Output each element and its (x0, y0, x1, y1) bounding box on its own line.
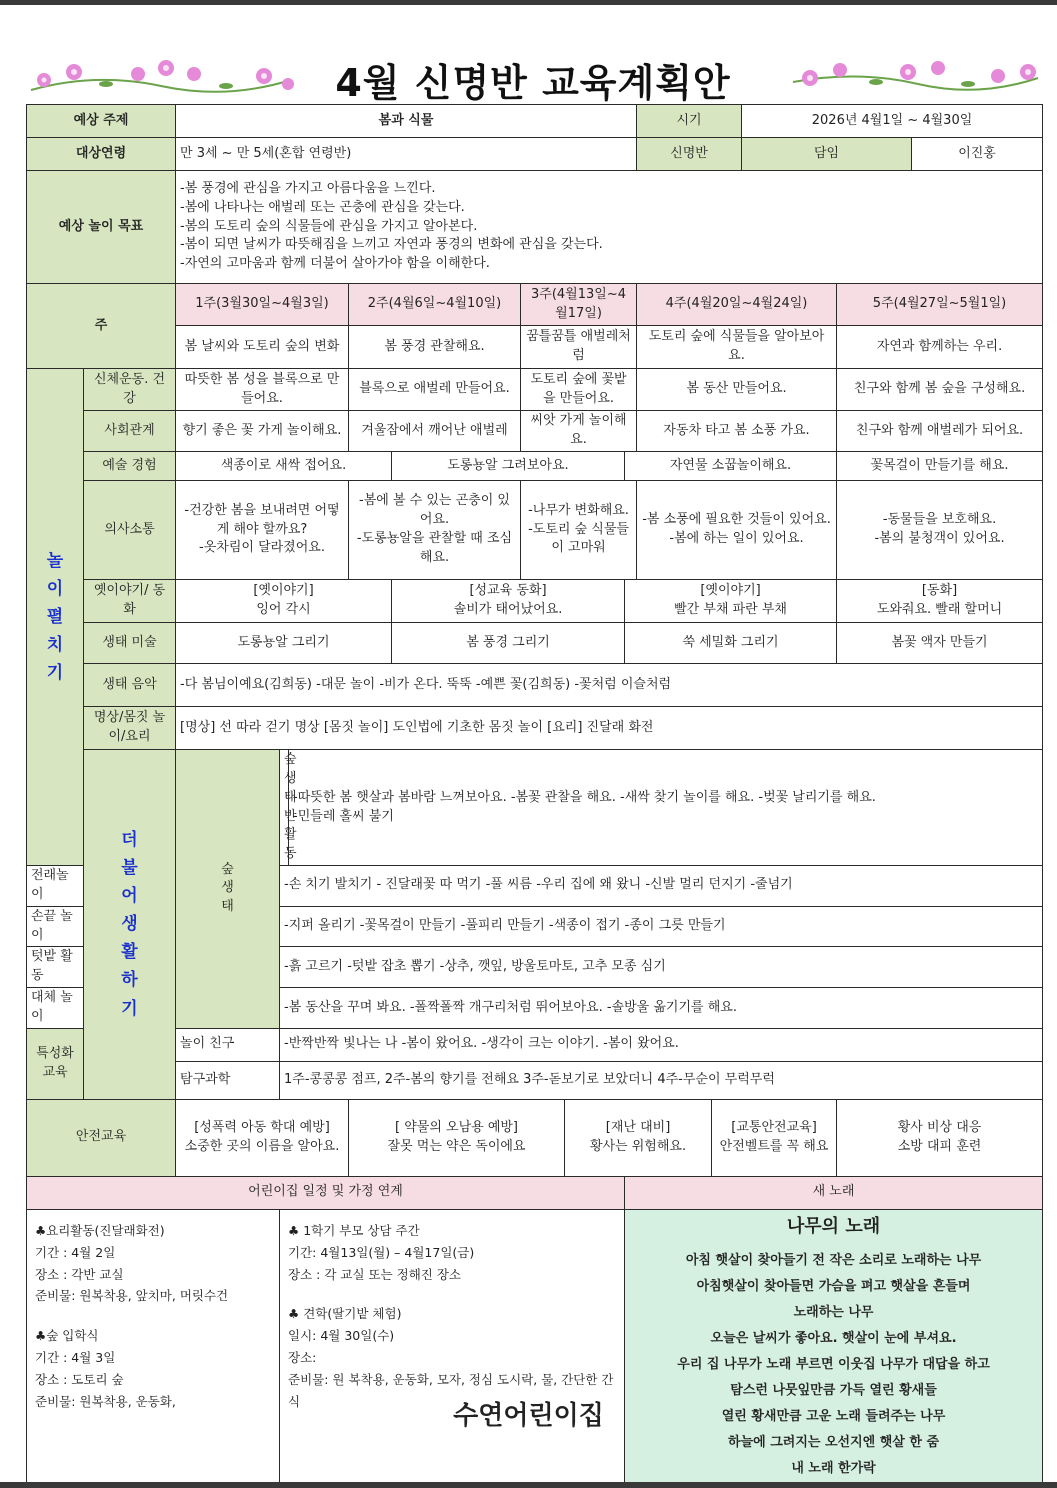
forest-activity-label: 전래놀이 (27, 866, 84, 907)
social-cell: 씨앗 가게 놀이해요. (521, 411, 637, 452)
safety-line: 소중한 곳의 이름을 알아요. (184, 1138, 340, 1154)
special-label: 특성화 교육 (27, 1028, 84, 1099)
forest-activity-text: -지퍼 올리기 -꽃목걸이 만들기 -풀피리 만들기 -색종이 접기 -종이 그릇 만들기 (280, 906, 1043, 947)
class-name: 신명반 (637, 138, 742, 171)
communication-line: -옷차림이 달라졌어요. (199, 540, 325, 556)
communication-cell (637, 481, 837, 580)
goal-item: -자연의 고마움과 함께 더불어 살아가야 함을 이해한다. (180, 256, 490, 272)
safety-line: 안전벨트를 꼭 해요 (719, 1138, 829, 1154)
header (26, 50, 1040, 106)
eco-art-label: 생태 미술 (84, 623, 176, 664)
song-line: 하늘에 그려지는 오선지엔 햇살 한 줌 (728, 1434, 940, 1450)
safety-cell (837, 1099, 1043, 1176)
physical-cell: 도토리 숲에 꽃밭을 만들어요. (521, 369, 637, 411)
eco-art-cell: 도롱뇽알 그리기 (176, 623, 392, 664)
song-line: 오늘은 날씨가 좋아요. 햇살이 눈에 부셔요. (710, 1330, 957, 1346)
song-header: 새 노래 (625, 1176, 1043, 1209)
together-section-label (84, 750, 176, 1100)
physical-cell: 친구와 함께 봄 숲을 구성해요. (837, 369, 1043, 411)
safety-cell (176, 1099, 349, 1176)
together-label-char: 어 (121, 886, 138, 907)
safety-line: [성폭력 아동 학대 예방] (194, 1119, 330, 1135)
forest-activity-line: -따뜻한 봄 햇살과 봄바람 느껴보아요. -봄꽃 관찰을 해요. -새싹 찾기 놀이를 해요. -벚꽃 날리기를 해요. (293, 789, 876, 805)
schedule-line: 장소 : 도토리 숲 (35, 1372, 124, 1388)
story-tag: [성교육 동화] (469, 583, 547, 599)
eco-art-cell: 쑥 세밀화 그리기 (625, 623, 837, 664)
safety-line: [ 약물의 오남용 예방] (395, 1119, 519, 1135)
top-border (0, 0, 1057, 5)
social-cell: 친구와 함께 애벌레가 되어요. (837, 411, 1043, 452)
physical-cell: 봄 동산 만들어요. (637, 369, 837, 411)
topic-value: 봄과 식물 (176, 105, 637, 138)
together-label-char: 활 (121, 942, 138, 963)
play-section-label (27, 369, 84, 866)
safety-label: 안전교육 (27, 1099, 176, 1176)
art-label: 예술 경험 (84, 452, 176, 481)
week-date-5: 5주(4월27일~5월1일) (837, 284, 1043, 326)
safety-cell (565, 1099, 712, 1176)
safety-line: [교통안전교육] (731, 1119, 817, 1135)
week-theme-3: 꿈틀꿈틀 애벌레처럼 (521, 326, 637, 369)
communication-cell (837, 481, 1043, 580)
schedule-line: 기간 : 4월 2일 (35, 1244, 116, 1260)
communication-line: -봄에 하는 일이 있어요. (669, 531, 804, 546)
flower-garland-right-icon (788, 50, 1042, 106)
social-cell: 겨울잠에서 깨어난 애벌레 (349, 411, 521, 452)
song-line: 우리 집 나무가 노래 부르면 이웃집 나무가 대답을 하고 (677, 1356, 990, 1372)
forest-label-char: 숲 (221, 861, 234, 877)
communication-cell (176, 481, 349, 580)
story-tag: [옛이야기] (700, 583, 761, 599)
eco-music-label: 생태 음악 (84, 664, 176, 707)
together-label-char: 더 (121, 830, 138, 851)
physical-cell: 블록으로 애벌레 만들어요. (349, 369, 521, 411)
safety-cell (349, 1099, 565, 1176)
song-line: 노래하는 나무 (793, 1304, 874, 1320)
story-cell (176, 580, 392, 623)
play-label-char: 놀 (46, 550, 64, 571)
play-label-char: 치 (46, 635, 64, 656)
communication-line: -건강한 봄을 보내려면 어떻게 해야 할까요? (184, 502, 340, 537)
forest-activity-label: 손끝 놀이 (27, 906, 84, 947)
forest-activity-label: 텃밭 활동 (27, 947, 84, 988)
week-date-1: 1주(3월30일~4월3일) (176, 284, 349, 326)
goal-item: -봄이 되면 날씨가 따뜻해짐을 느끼고 자연과 풍경의 변화에 관심을 갖는다. (180, 237, 603, 253)
art-cell: 꽃목걸이 만들기를 해요. (837, 452, 1043, 481)
schedule-block (288, 1220, 616, 1286)
safety-line: 황사 비상 대응 (897, 1119, 982, 1135)
forest-label-char: 태 (221, 899, 234, 915)
song-panel (625, 1209, 1043, 1482)
safety-cell (712, 1099, 837, 1176)
together-label-char: 기 (121, 998, 138, 1019)
art-cell: 자연물 소꿉놀이해요. (625, 452, 837, 481)
schedule-title: ♣ 1학기 부모 상담 주간 (288, 1222, 420, 1238)
schedule-column-1 (27, 1209, 280, 1482)
schedule-line: 장소: (288, 1350, 317, 1366)
forest-label (176, 750, 280, 1029)
song-line: 아침햇살이 찾아들면 가슴을 펴고 햇살을 흔들며 (696, 1278, 971, 1294)
story-cell (837, 580, 1043, 623)
communication-cell (349, 481, 521, 580)
age-label: 대상연령 (27, 138, 176, 171)
special-activity-label: 탐구과학 (176, 1061, 280, 1099)
goals-list (176, 171, 1043, 284)
eco-music-text: -다 봄님이예요(김희동) -대문 놀이 -비가 온다. 뚝뚝 -예쁜 꽃(김희동) -꽃처럼 이슬처럼 (176, 664, 1043, 707)
story-title: 빨간 부채 파란 부채 (674, 602, 787, 617)
education-plan-table (26, 104, 1043, 1483)
special-activity-label: 놀이 친구 (176, 1028, 280, 1061)
safety-line: 황사는 위험해요. (589, 1138, 687, 1154)
meditation-text: [명상] 선 따라 걷기 명상 [몸짓 놀이] 도인법에 기초한 몸짓 놀이 [요리] 진달래 화전 (176, 707, 1043, 750)
week-theme-1: 봄 날씨와 도토리 숲의 변화 (176, 326, 349, 369)
safety-line: 소방 대피 훈련 (897, 1138, 982, 1154)
schedule-line: 장소 : 각 교실 또는 정해진 장소 (288, 1266, 461, 1282)
song-title: 나무의 노래 (786, 1215, 881, 1237)
communication-line: -봄의 불청객이 있어요. (874, 531, 1005, 546)
age-value: 만 3세 ~ 만 5세(혼합 연령반) (176, 138, 637, 171)
teacher-label: 담임 (742, 138, 912, 171)
forest-activity-label: 대체 놀이 (27, 988, 84, 1029)
story-tag: [옛이야기] (253, 583, 314, 599)
safety-line: [재난 대비] (605, 1119, 671, 1135)
story-label: 옛이야기/ 동화 (84, 580, 176, 623)
week-date-3: 3주(4월13일~4월17일) (521, 284, 637, 326)
daycare-name: 수연어린이집 (453, 1401, 604, 1431)
schedule-column-2 (280, 1209, 625, 1482)
schedule-title: ♣요리활동(진달래화전) (35, 1222, 165, 1238)
forest-activity-text: -손 치기 발치기 - 진달래꽃 따 먹기 -풀 씨름 -우리 집에 왜 왔니 -신발 멀리 던지기 -줄넘기 (280, 866, 1043, 907)
period-value: 2026년 4월1일 ~ 4월30일 (742, 105, 1043, 138)
play-label-char: 이 (46, 578, 64, 599)
story-title: 도와줘요. 빨래 할머니 (876, 602, 1003, 617)
play-label-char: 기 (46, 663, 64, 684)
meditation-label: 명상/몸짓 놀이/요리 (84, 707, 176, 750)
forest-activity-text (289, 750, 1043, 866)
forest-activity-line: -민들레 홀씨 불기 (293, 808, 394, 824)
together-label-char: 생 (121, 914, 138, 935)
story-title: 잉어 각시 (256, 602, 311, 617)
week-theme-2: 봄 풍경 관찰해요. (349, 326, 521, 369)
goals-label: 예상 놀이 목표 (27, 171, 176, 284)
story-title: 솔비가 태어났어요. (453, 602, 563, 617)
song-line: 탐스런 나뭇잎만큼 가득 열린 황새들 (730, 1382, 937, 1398)
page-title: 4월 신명반 교육계획안 (335, 61, 731, 105)
topic-label: 예상 주제 (27, 105, 176, 138)
schedule-line: 기간 : 4월 3일 (35, 1350, 116, 1366)
story-cell (625, 580, 837, 623)
week-theme-4: 도토리 숲에 식물들을 알아보아요. (637, 326, 837, 369)
schedule-line: 기간: 4월13일(월) – 4월17일(금) (288, 1244, 475, 1260)
schedule-line: 준비물: 원복착용, 앞치마, 머릿수건 (35, 1288, 229, 1304)
week-theme-5: 자연과 함께하는 우리. (837, 326, 1043, 369)
forest-activity-text: -봄 동산을 꾸며 봐요. -폴짝폴짝 개구리처럼 뛰어보아요. -솔방울 옮기기를 해요. (280, 988, 1043, 1029)
goal-item: -봄의 도토리 숲의 식물들에 관심을 가지고 알아본다. (180, 218, 478, 234)
forest-label-char: 생 (221, 880, 234, 896)
week-label: 주 (27, 284, 176, 369)
communication-line: -봄 소풍에 필요한 것들이 있어요. (642, 512, 831, 528)
bottom-border (0, 1482, 1057, 1488)
teacher-value: 이진홍 (912, 138, 1043, 171)
special-activity-text: -반짝반짝 빛나는 나 -봄이 왔어요. -생각이 크는 이야기. -봄이 왔어요. (280, 1028, 1043, 1061)
communication-line: -나무가 변화해요. (528, 502, 629, 518)
story-cell (392, 580, 625, 623)
schedule-title: ♣숲 입학식 (35, 1328, 99, 1344)
schedule-line: 장소 : 각반 교실 (35, 1266, 124, 1282)
communication-cell (521, 481, 637, 580)
communication-line: -도토리 숲 식물들이 고마워 (528, 521, 629, 556)
goal-item: -봄에 나타나는 애벌레 또는 곤충에 관심을 갖는다. (180, 199, 465, 215)
schedule-line: 일시: 4월 30일(수) (288, 1328, 395, 1344)
eco-art-cell: 봄 풍경 그리기 (392, 623, 625, 664)
schedule-title: ♣ 견학(딸기밭 체험) (288, 1306, 402, 1322)
safety-line: 잘못 먹는 약은 독이에요 (387, 1138, 526, 1154)
forest-activity-text: -흙 고르기 -텃밭 잡초 뽑기 -상추, 깻잎, 방울토마토, 고추 모종 심기 (280, 947, 1043, 988)
social-label: 사회관계 (84, 411, 176, 452)
schedule-block (35, 1220, 271, 1308)
schedule-line: 준비물: 원복착용, 운동화, (35, 1393, 176, 1409)
eco-art-cell: 봄꽃 액자 만들기 (837, 623, 1043, 664)
play-label-char: 펼 (46, 607, 64, 627)
week-date-4: 4주(4월20일~4월24일) (637, 284, 837, 326)
song-line: 아침 햇살이 찾아들기 전 작은 소리로 노래하는 나무 (685, 1252, 982, 1268)
physical-cell: 따뜻한 봄 성을 블록으로 만들어요. (176, 369, 349, 411)
communication-label: 의사소통 (84, 481, 176, 580)
art-cell: 색종이로 새싹 접어요. (176, 452, 392, 481)
social-cell: 자동차 타고 봄 소풍 가요. (637, 411, 837, 452)
schedule-line: 준비물: 원 복착용, 운동화, 모자, 정심 도시락, 물, 간단한 간식 (288, 1372, 614, 1409)
period-label: 시기 (637, 105, 742, 138)
social-cell: 향기 좋은 꽃 가게 놀이해요. (176, 411, 349, 452)
week-date-2: 2주(4월6일~4월10일) (349, 284, 521, 326)
together-label-char: 하 (121, 970, 138, 991)
art-cell: 도롱뇽알 그려보아요. (392, 452, 625, 481)
song-line: 열린 황새만큼 고운 노래 들려주는 나무 (721, 1408, 946, 1424)
communication-line: -동물들을 보호해요. (882, 512, 997, 528)
schedule-header: 어린이집 일정 및 가정 연계 (27, 1176, 625, 1209)
song-line: 내 노래 한가락 (791, 1460, 876, 1476)
goal-item: -봄 풍경에 관심을 가지고 아름다움을 느낀다. (180, 180, 436, 196)
forest-activity-label: 숲 생태 반 활동 (280, 750, 289, 866)
communication-line: -봄에 볼 수 있는 곤충이 있어요. (359, 493, 510, 528)
communication-line: -도롱뇽알을 관찰할 때 조심해요. (356, 531, 513, 565)
physical-label: 신체운동. 건강 (84, 369, 176, 411)
together-label-char: 불 (121, 858, 138, 879)
special-activity-text: 1주-콩콩콩 점프, 2주-봄의 향기를 전해요 3주-돋보기로 보았더니 4주-무순이 무럭무럭 (280, 1061, 1043, 1099)
story-tag: [동화] (921, 583, 958, 599)
